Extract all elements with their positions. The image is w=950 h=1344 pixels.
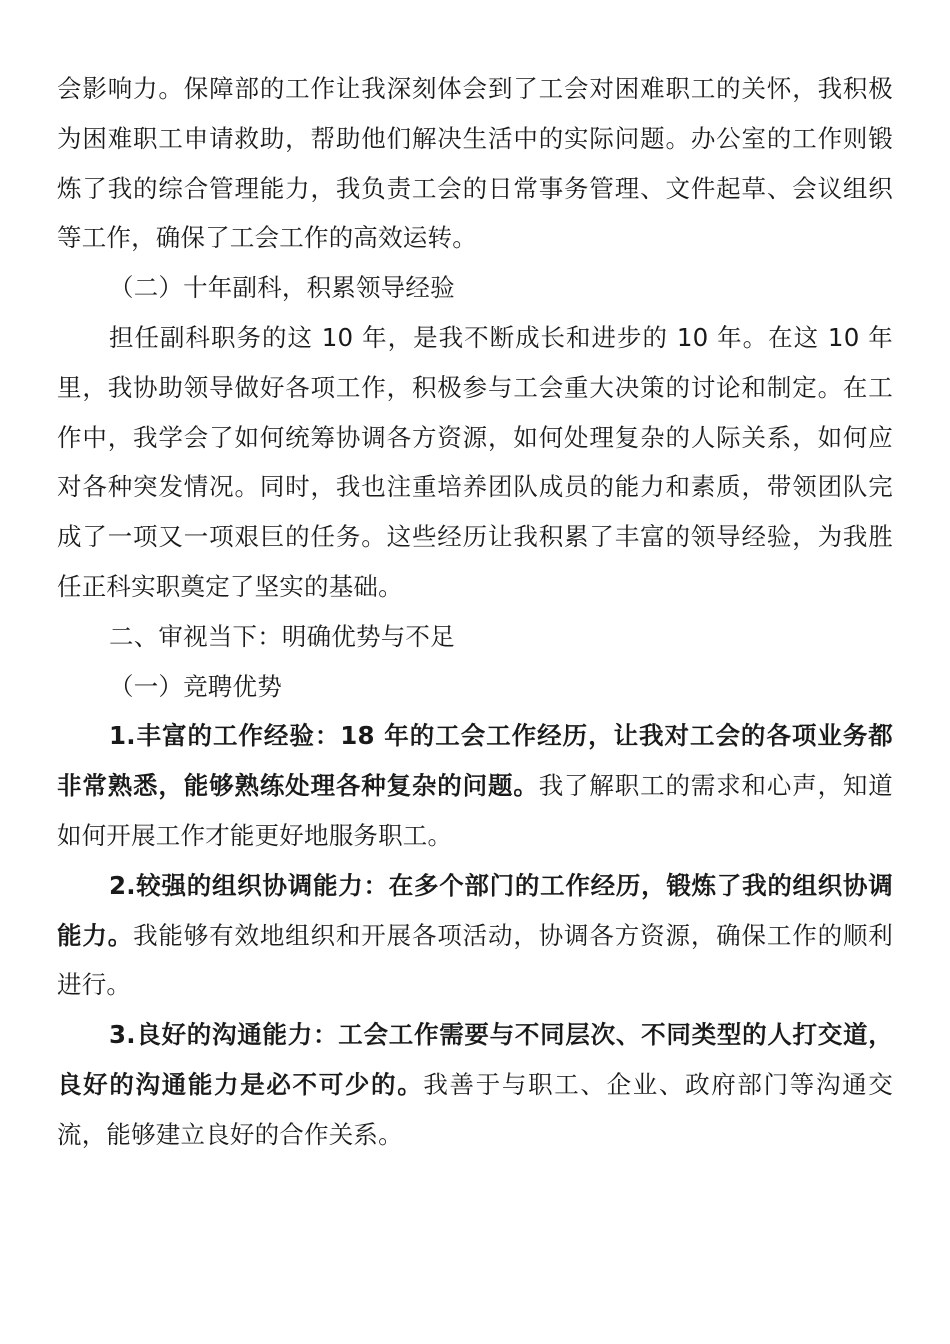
paragraph-work-experience-continued: 会影响力。保障部的工作让我深刻体会到了工会对困难职工的关怀，我积极为困难职工申请救助，帮助他们解决生活中的实际问题。办公室的工作则锻炼了我的综合管理能力，我负责工会的日常事务管理、文件起草、会议组织等工作，确保了工会工作的高效运转。	[57, 74, 893, 253]
subheading-advantages: （一）竞聘优势	[109, 671, 282, 701]
list-item-coordination	[57, 861, 893, 1010]
subheading-ten-years-deputy: （二）十年副科，积累领导经验	[109, 273, 455, 303]
list-item-experience	[57, 711, 893, 860]
list-item-coordination-body: 我能够有效地组织和开展各项活动，协调各方资源，确保工作的顺利进行。	[57, 920, 893, 1000]
list-item-coordination-lead: 2.较强的组织协调能力：在多个部门的工作经历，锻炼了我的组织协调能力。	[57, 870, 893, 950]
list-item-communication-body: 我善于与职工、企业、政府部门等沟通交流，能够建立良好的合作关系。	[57, 1069, 893, 1149]
list-item-experience-lead: 1.丰富的工作经验：18 年的工会工作经历，让我对工会的各项业务都非常熟悉，能够熟练处理各种复杂的问题。	[57, 721, 893, 801]
list-item-communication	[57, 1010, 893, 1159]
list-item-communication-lead: 3.良好的沟通能力：工会工作需要与不同层次、不同类型的人打交道，良好的沟通能力是必不可少的。	[57, 1020, 893, 1099]
heading-section-two: 二、审视当下：明确优势与不足	[109, 621, 455, 651]
list-item-experience-body: 我了解职工的需求和心声，知道如何开展工作才能更好地服务职工。	[57, 771, 893, 850]
document-body	[57, 64, 893, 1160]
paragraph-deputy-experience: 担任副科职务的这 10 年，是我不断成长和进步的 10 年。在这 10 年里，我协助领导做好各项工作，积极参与工会重大决策的讨论和制定。在工作中，我学会了如何统筹协调各方资源，如何处理复杂的人际关系，如何应对各种突发情况。同时，我也注重培养团队成员的能力和素质，带领团队完成了一项又一项艰巨的任务。这些经历让我积累了丰富的领导经验，为我胜任正科实职奠定了坚实的基础。	[57, 322, 893, 601]
